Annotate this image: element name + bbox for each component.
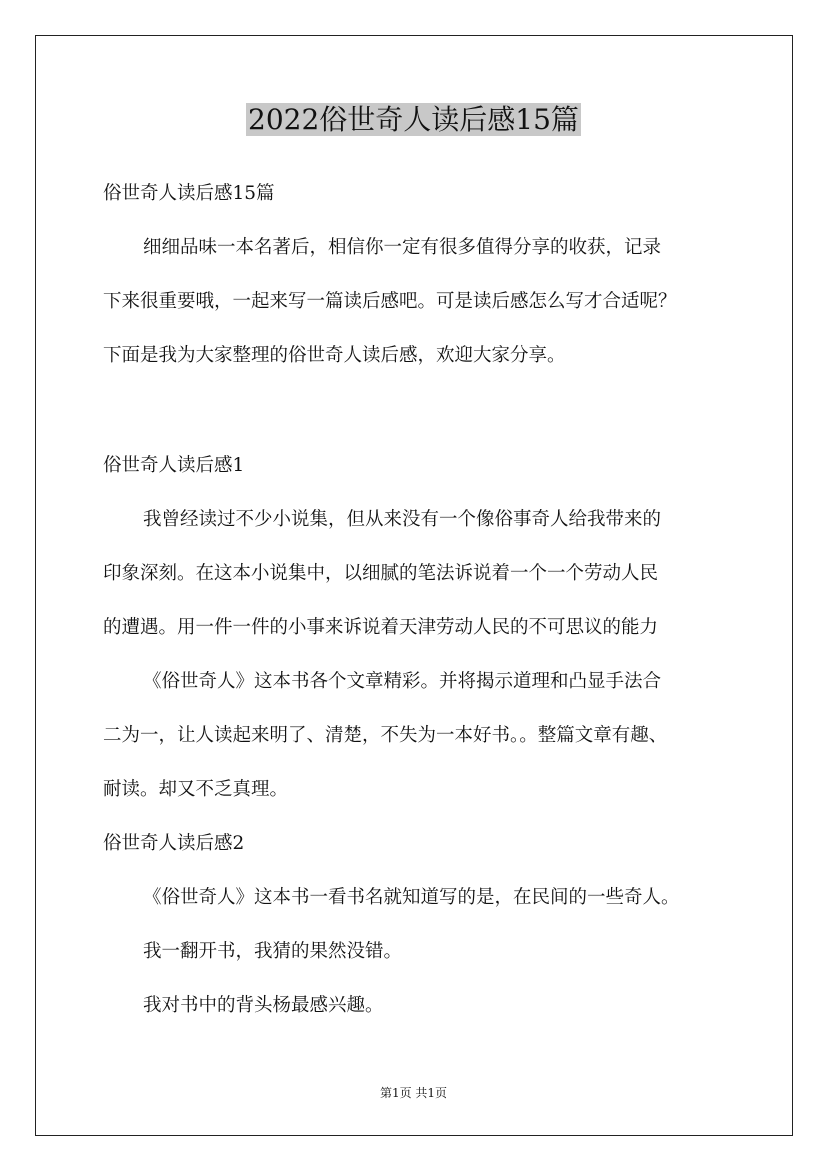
paragraph-line: 我曾经读过不少小说集，但从来没有一个像俗事奇人给我带来的 bbox=[143, 509, 662, 530]
document-subtitle: 俗世奇人读后感15篇 bbox=[103, 183, 275, 204]
paragraph-line: 我一翻开书，我猜的果然没错。 bbox=[143, 941, 403, 962]
paragraph-line: 《俗世奇人》这本书各个文章精彩。并将揭示道理和凸显手法合 bbox=[143, 671, 662, 692]
document-title-wrapper bbox=[0, 100, 827, 140]
paragraph-line: 《俗世奇人》这本书一看书名就知道写的是，在民间的一些奇人。 bbox=[143, 887, 680, 908]
paragraph-line: 耐读。却又不乏真理。 bbox=[103, 779, 289, 800]
paragraph-line: 的遭遇。用一件一件的小事来诉说着天津劳动人民的不可思议的能力 bbox=[103, 617, 659, 638]
paragraph-line: 二为一，让人读起来明了、清楚，不失为一本好书。。整篇文章有趣、 bbox=[103, 725, 668, 746]
paragraph-line: 我对书中的背头杨最感兴趣。 bbox=[143, 995, 384, 1016]
section-heading: 俗世奇人读后感2 bbox=[103, 833, 245, 854]
document-title: 2022俗世奇人读后感15篇 bbox=[248, 103, 579, 136]
intro-line: 下来很重要哦，一起来写一篇读后感吧。可是读后感怎么写才合适呢？ bbox=[103, 291, 677, 312]
page-footer: 第1页 共1页 bbox=[379, 1086, 448, 1100]
paragraph-line: 印象深刻。在这本小说集中，以细腻的笔法诉说着一个一个劳动人民 bbox=[103, 563, 659, 584]
intro-line: 下面是我为大家整理的俗世奇人读后感，欢迎大家分享。 bbox=[103, 345, 566, 366]
intro-line: 细细品味一本名著后，相信你一定有很多值得分享的收获，记录 bbox=[143, 237, 662, 258]
section-heading: 俗世奇人读后感1 bbox=[103, 455, 245, 476]
